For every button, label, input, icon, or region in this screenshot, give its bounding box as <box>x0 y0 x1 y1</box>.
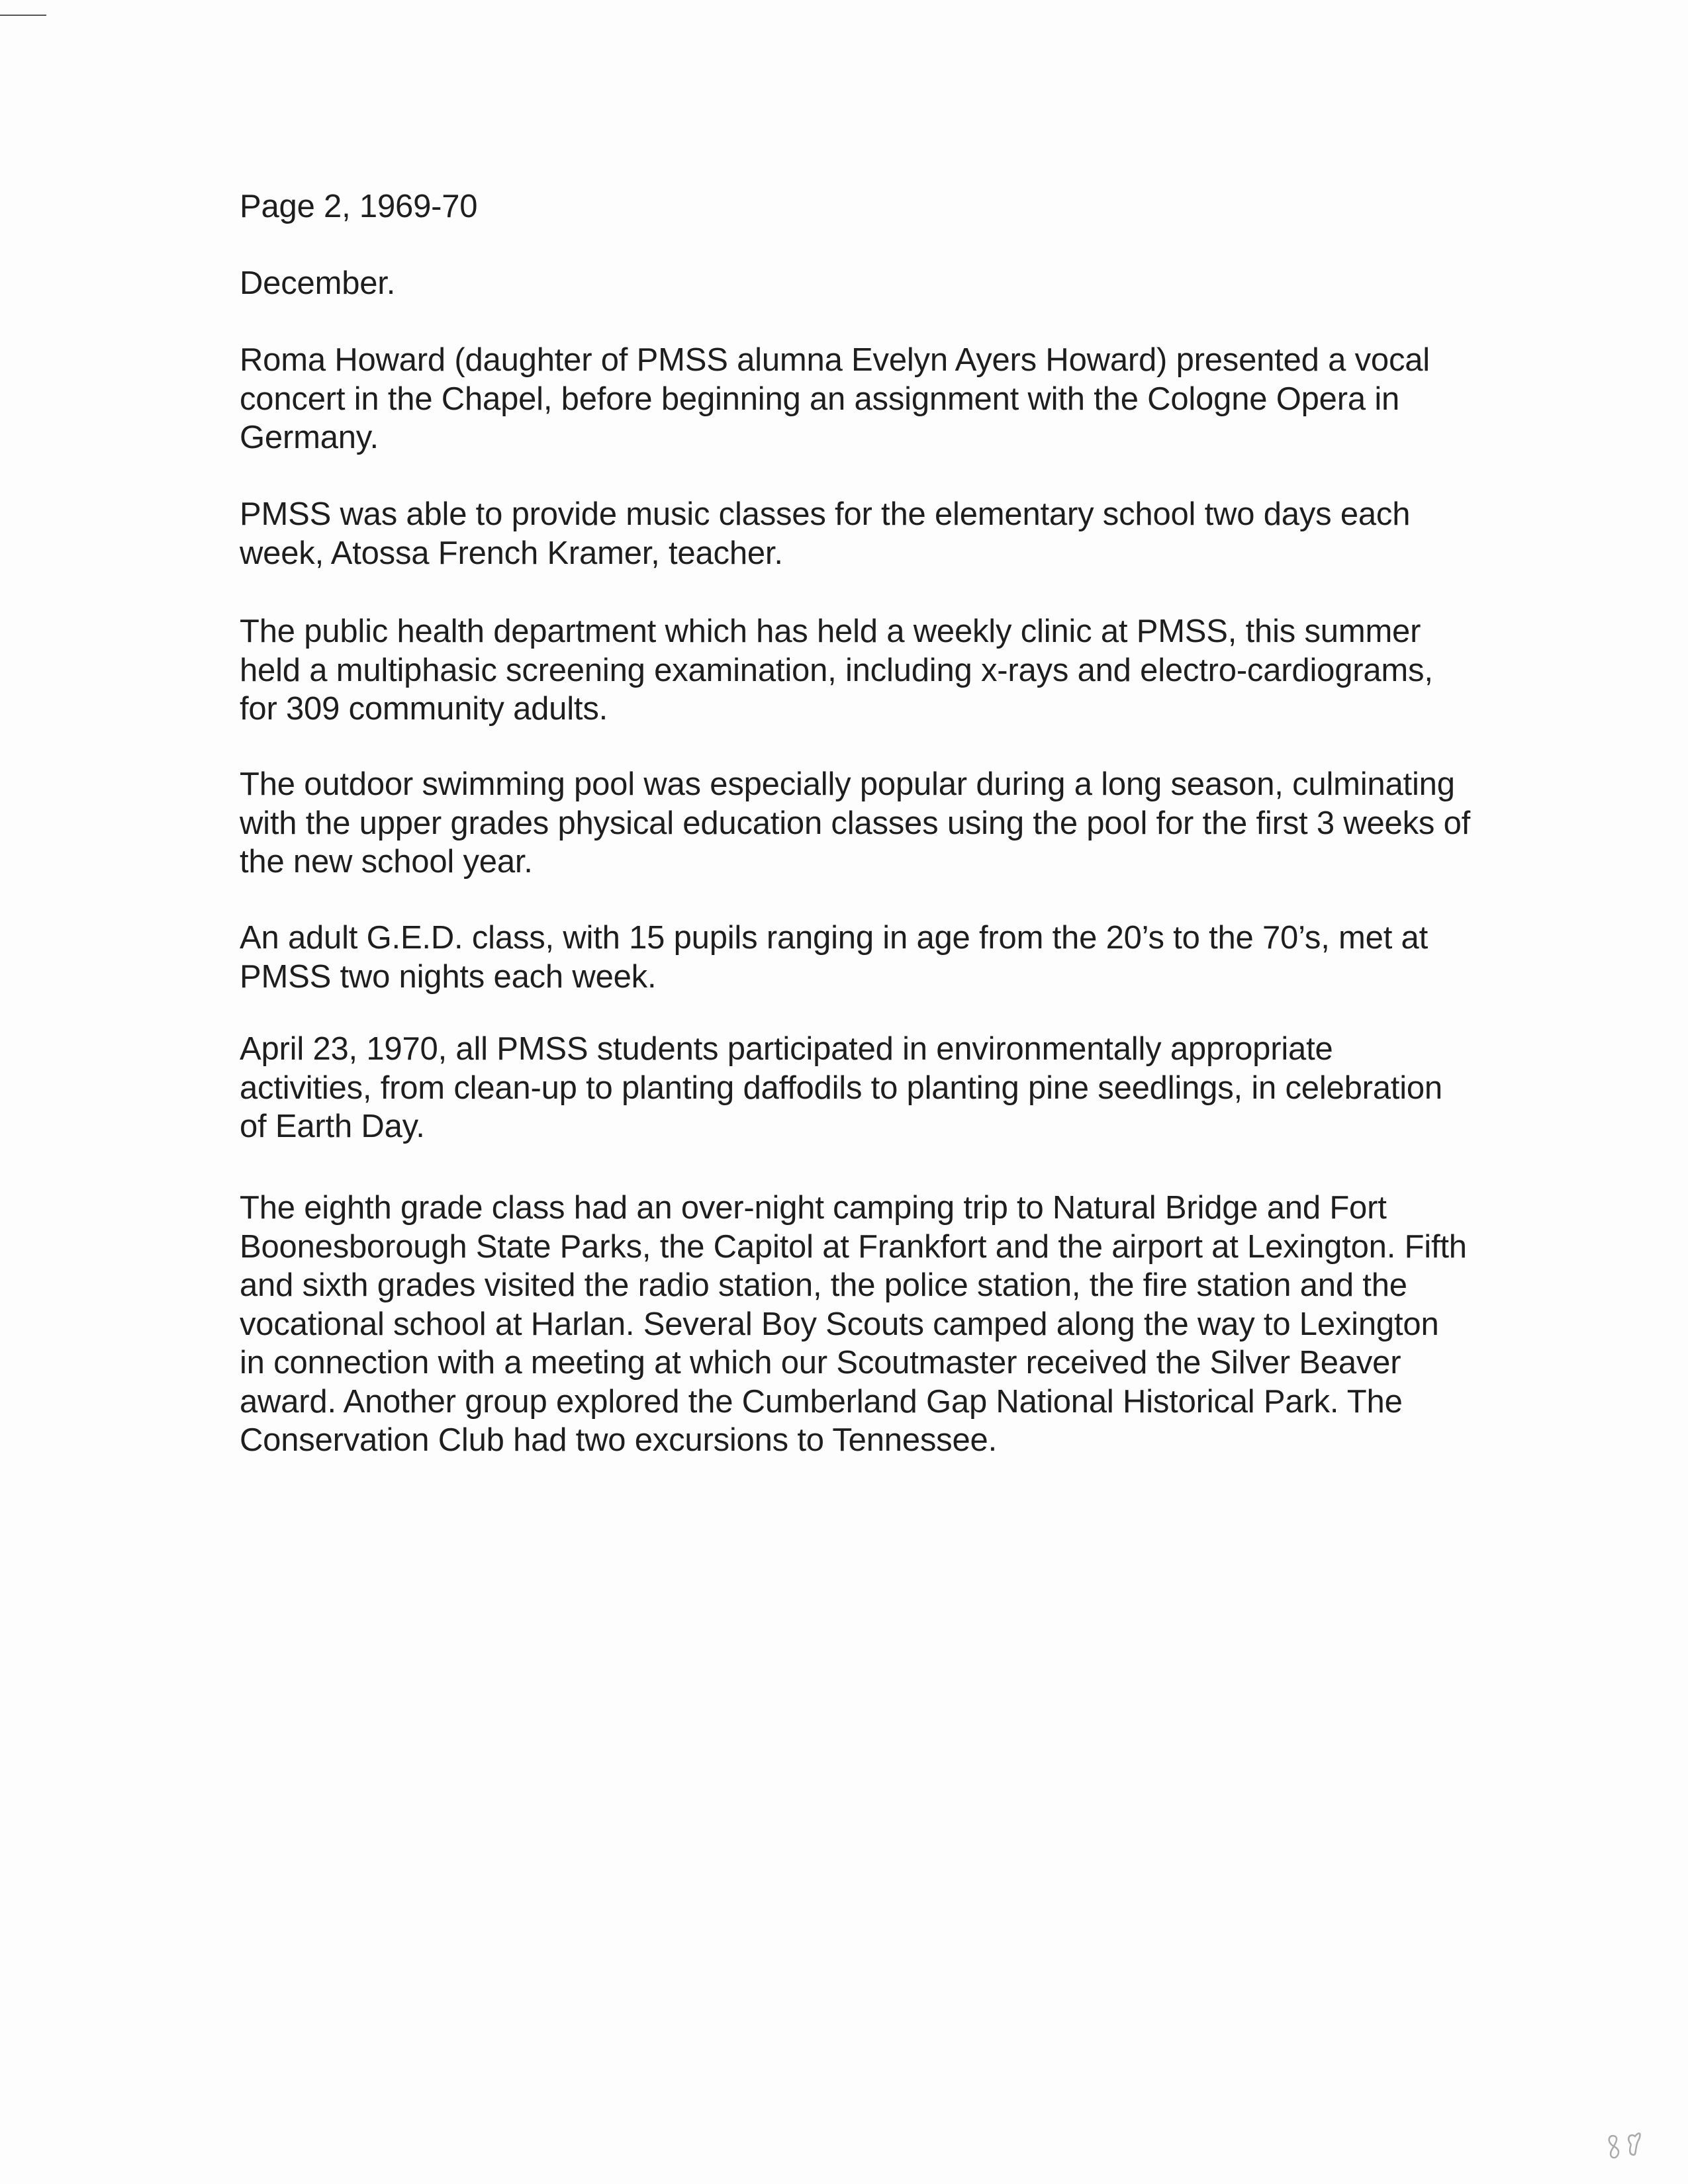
paragraph-concert <box>240 341 1430 457</box>
text-line: Boonesborough State Parks, the Capitol at Frankfort and the airport at Lexington. Fifth <box>240 1228 1467 1265</box>
month-heading: December. <box>240 265 396 301</box>
text-line: and sixth grades visited the radio station, the police station, the fire station and the <box>240 1267 1407 1303</box>
text-line: the new school year. <box>240 844 533 880</box>
text-line: April 23, 1970, all PMSS students participated in environmentally appropriate <box>240 1031 1333 1067</box>
paragraph-music-classes <box>240 495 1410 572</box>
text-line: The eighth grade class had an over-night camping trip to Natural Bridge and Fort <box>240 1190 1387 1226</box>
text-line: award. Another group explored the Cumberland Gap National Historical Park. The <box>240 1383 1403 1420</box>
text-line: with the upper grades physical education classes using the pool for the first 3 weeks of <box>240 805 1471 841</box>
text-line: held a multiphasic screening examination, including x-rays and electro-cardiograms, <box>240 652 1433 688</box>
text-line: PMSS two nights each week. <box>240 958 657 995</box>
paragraph-trips <box>240 1189 1467 1460</box>
handwritten-page-number <box>1601 2126 1654 2165</box>
text-line: vocational school at Harlan. Several Boy Scouts camped along the way to Lexington <box>240 1306 1439 1342</box>
paragraph-pool <box>240 765 1470 882</box>
page-header: Page 2, 1969-70 <box>240 189 478 224</box>
scan-edge-mark <box>0 15 46 16</box>
text-line: for 309 community adults. <box>240 691 608 727</box>
text-line: week, Atossa French Kramer, teacher. <box>240 535 783 571</box>
text-line: PMSS was able to provide music classes for the elementary school two days each <box>240 496 1411 532</box>
text-line: Roma Howard (daughter of PMSS alumna Evelyn Ayers Howard) presented a vocal <box>240 342 1430 378</box>
paragraph-health <box>240 612 1433 729</box>
text-line: concert in the Chapel, before beginning an assignment with the Cologne Opera in <box>240 381 1400 417</box>
text-line: The outdoor swimming pool was especially popular during a long season, culminating <box>240 766 1455 802</box>
text-line: activities, from clean-up to planting daffodils to planting pine seedlings, in celebration <box>240 1069 1442 1106</box>
paragraph-ged <box>240 919 1428 996</box>
paragraph-earth-day <box>240 1030 1442 1146</box>
text-line: Germany. <box>240 420 379 455</box>
text-line: An adult G.E.D. class, with 15 pupils ranging in age from the 20’s to the 70’s, met at <box>240 920 1428 956</box>
text-line: of Earth Day. <box>240 1109 425 1144</box>
text-line: Conservation Club had two excursions to Tennessee. <box>240 1422 997 1458</box>
text-line: The public health department which has held a weekly clinic at PMSS, this summer <box>240 614 1421 649</box>
text-line: in connection with a meeting at which our Scoutmaster received the Silver Beaver <box>240 1345 1401 1381</box>
